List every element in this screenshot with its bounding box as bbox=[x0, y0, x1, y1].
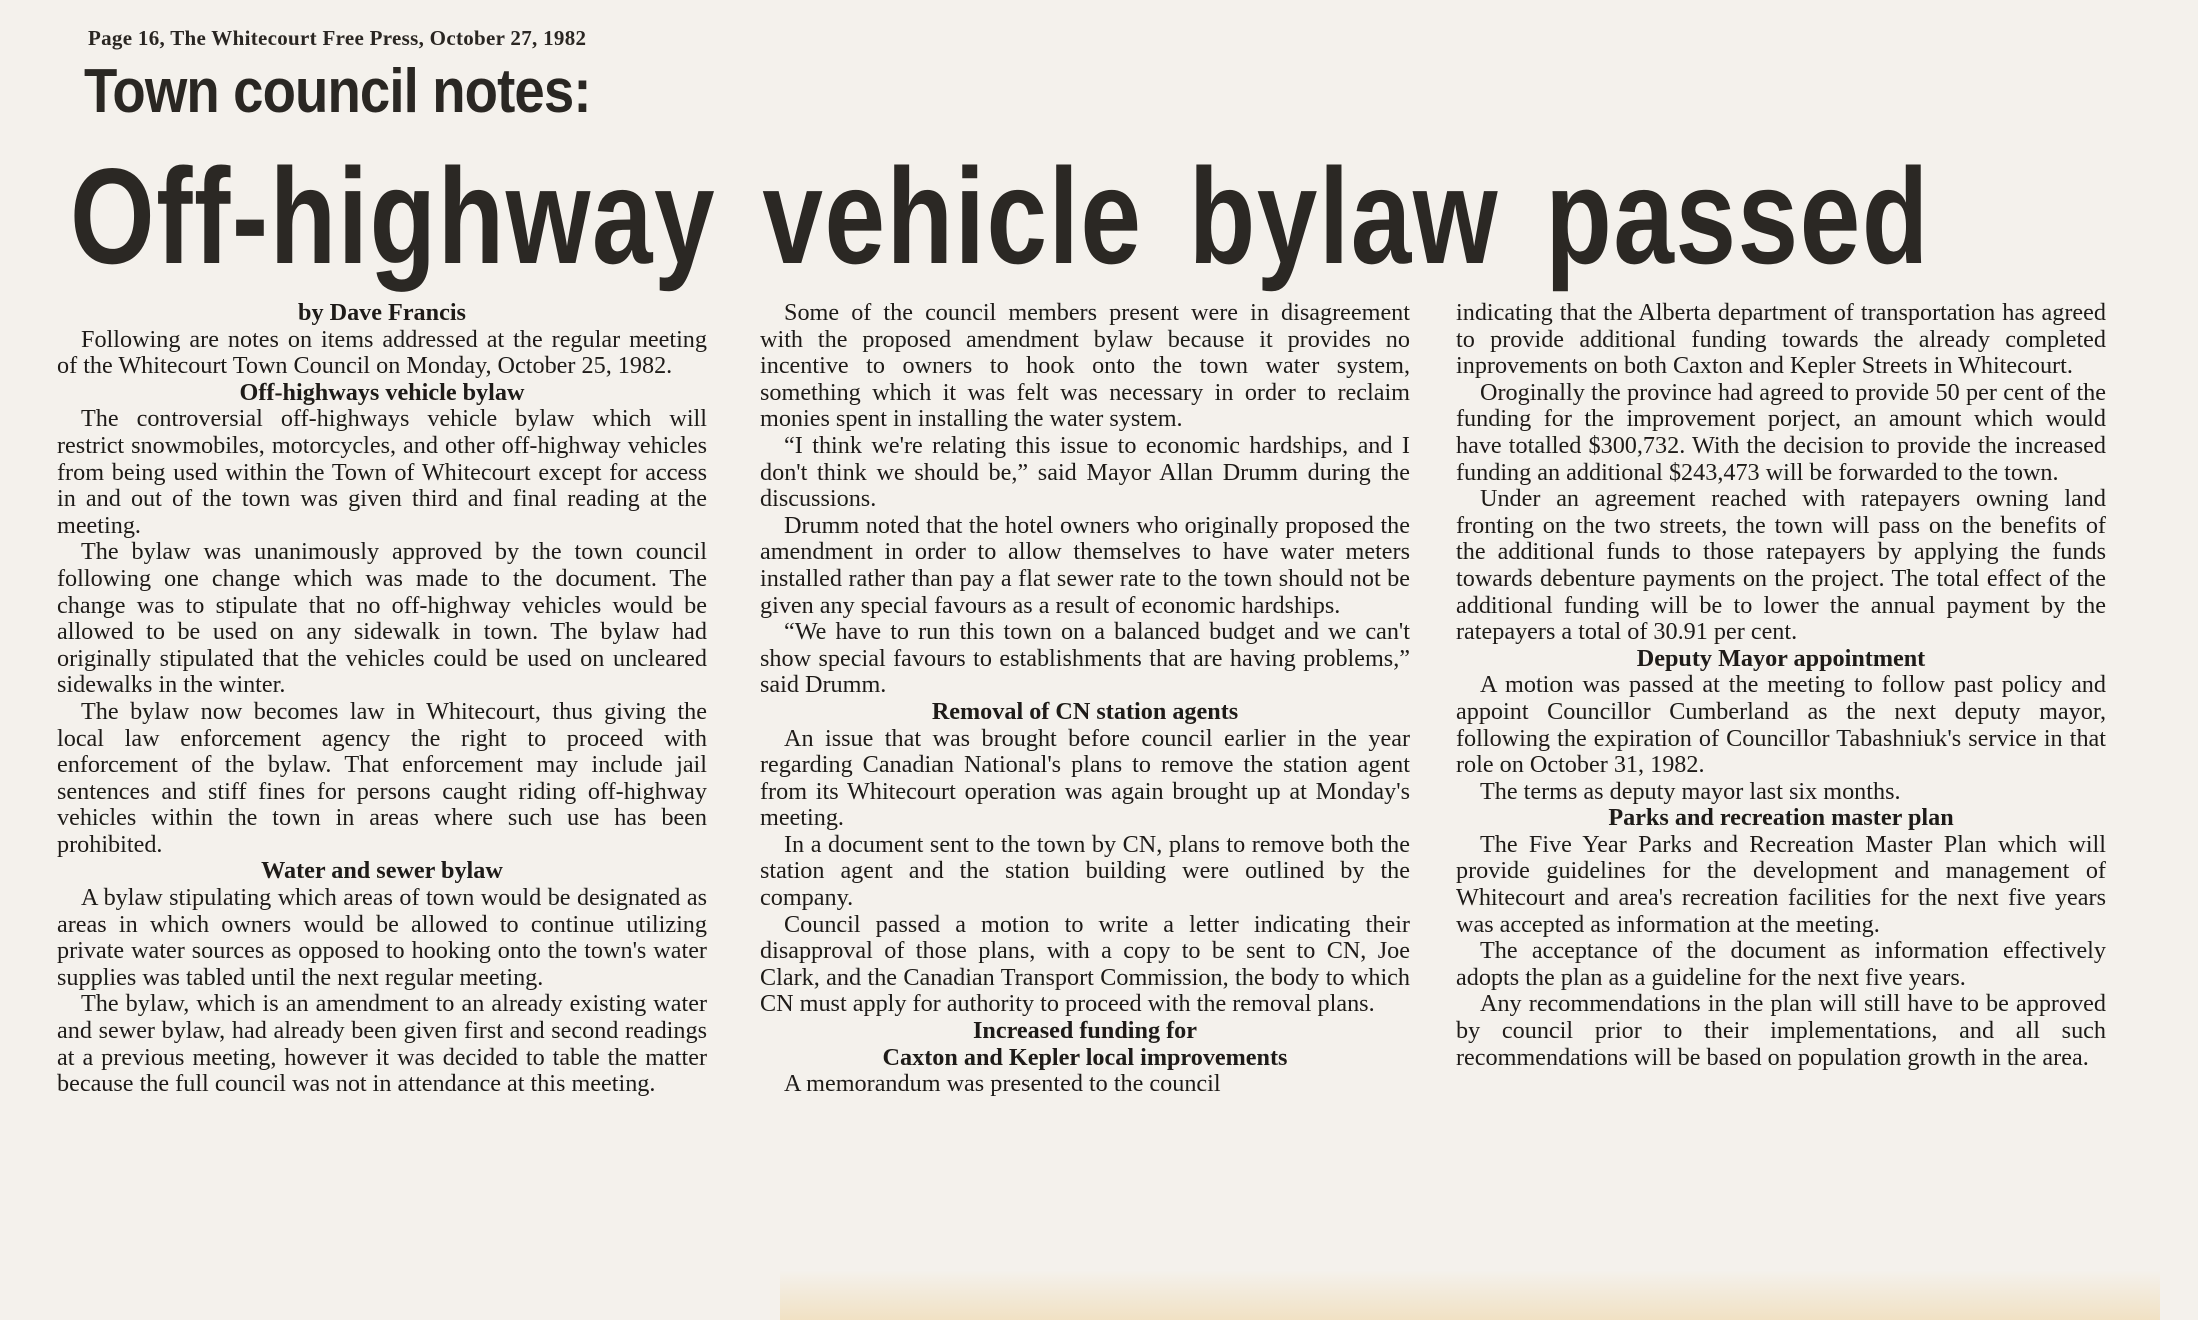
paragraph: In a document sent to the town by CN, plans to remove both the station agent and the station building were outlined by the company. bbox=[760, 830, 1410, 912]
page-folio: Page 16, The Whitecourt Free Press, October 27, 1982 bbox=[88, 26, 587, 50]
paragraph: “I think we're relating this issue to economic hardships, and I don't think we should be,” said Mayor Allan Drumm during the discussions. bbox=[760, 431, 1410, 513]
subhead: Water and sewer bylaw bbox=[261, 857, 503, 885]
paragraph: Any recommendations in the plan will still have to be approved by council prior to their implementations, and all such recommendations will be based on population growth in the area. bbox=[1456, 990, 2106, 1071]
article-column-2 bbox=[760, 300, 1410, 1098]
paragraph: The Five Year Parks and Recreation Master Plan which will provide guidelines for the development and management of Whitecourt and area's recreation facilities for the next five years was accepted as information at the meeting. bbox=[1456, 830, 2106, 938]
subhead: Parks and recreation master plan bbox=[1608, 804, 1954, 832]
paragraph: The acceptance of the document as information effectively adopts the plan as a guideline for the next five years. bbox=[1456, 937, 2106, 991]
headline: Off-highway vehicle bylaw passed bbox=[70, 140, 1930, 292]
paragraph: “We have to run this town on a balanced budget and we can't show special favours to establishments that are having problems,” said Drumm. bbox=[760, 618, 1410, 699]
paragraph: A bylaw stipulating which areas of town would be designated as areas in which owners would be allowed to continue utilizing private water sources as opposed to hooking onto the town's water supplies was tabled until the next regular meeting. bbox=[57, 884, 707, 991]
subhead: Deputy Mayor appointment bbox=[1636, 644, 1926, 672]
paragraph: The bylaw was unanimously approved by the town council following one change which was made to the document. The change was to stipulate that no off-highway vehicles would be allowed to be used on any sidewalk in town. The bylaw had originally stipulated that the vehicles could be used on uncleared sidewalks in the winter. bbox=[57, 538, 707, 699]
paragraph: Oroginally the province had agreed to provide 50 per cent of the funding for the improvement porject, an amount which would have totalled $300,732. With the decision to provide the increased funding an additional $243,473 will be forwarded to the town. bbox=[1456, 378, 2106, 486]
paragraph: A motion was passed at the meeting to follow past policy and appoint Councillor Cumberland as the next deputy mayor, following the expiration of Councillor Tabashniuk's service in that role on October 31, 1982. bbox=[1456, 671, 2106, 779]
subhead: Caxton and Kepler local improvements bbox=[882, 1043, 1288, 1071]
article-column-1 bbox=[57, 300, 707, 1098]
section-kicker: Town council notes: bbox=[84, 57, 591, 126]
paragraph: Following are notes on items addressed at the regular meeting of the Whitecourt Town Council on Monday, October 25, 1982. bbox=[57, 325, 707, 380]
paragraph: The controversial off-highways vehicle bylaw which will restrict snowmobiles, motorcycles, and other off-highway vehicles from being used within the Town of Whitecourt except for access in and out of the town was given third and final reading at the meeting. bbox=[57, 405, 707, 539]
subhead: Removal of CN station agents bbox=[931, 697, 1239, 725]
paragraph: The terms as deputy mayor last six months. bbox=[1480, 777, 1901, 805]
paragraph: The bylaw, which is an amendment to an already existing water and sewer bylaw, had already been given first and second readings at a previous meeting, however it was decided to table the matter because the full council was not in attendance at this meeting. bbox=[57, 990, 707, 1098]
paragraph: An issue that was brought before council earlier in the year regarding Canadian National's plans to remove the station agent from its Whitecourt operation was again brought up at Monday's meeting. bbox=[760, 724, 1410, 832]
paragraph: indicating that the Alberta department of transportation has agreed to provide additional funding towards the already completed inprovements on both Caxton and Kepler Streets in Whitecourt. bbox=[1456, 299, 2106, 380]
article-column-3 bbox=[1456, 300, 2106, 1071]
paper-stain bbox=[780, 1270, 2160, 1320]
subhead: Off-highways vehicle bylaw bbox=[239, 378, 525, 406]
paragraph: Some of the council members present were in disagreement with the proposed amendment bylaw because it provides no incentive to owners to hook onto the town water system, something which it was felt was necessary in order to reclaim monies spent in installing the water system. bbox=[760, 299, 1410, 433]
paragraph: A memorandum was presented to the council bbox=[784, 1070, 1221, 1098]
subhead: Increased funding for bbox=[973, 1017, 1197, 1045]
paragraph: Drumm noted that the hotel owners who originally proposed the amendment in order to allow themselves to have water meters installed rather than pay a flat sewer rate to the town should not be given any special favours as a result of economic hardships. bbox=[760, 511, 1410, 619]
byline: by Dave Francis bbox=[298, 299, 466, 326]
paragraph: Under an agreement reached with ratepayers owning land fronting on the two streets, the town will pass on the benefits of the additional funds to those ratepayers by applying the funds towards debenture payments on the project. The total effect of the additional funding will be to lower the annual payment by the ratepayers a total of 30.91 per cent. bbox=[1456, 485, 2106, 646]
paragraph: Council passed a motion to write a letter indicating their disapproval of those plans, with a copy to be sent to CN, Joe Clark, and the Canadian Transport Commission, the body to which CN must apply for authority to proceed with the removal plans. bbox=[760, 910, 1410, 1018]
paragraph: The bylaw now becomes law in Whitecourt, thus giving the local law enforcement agency the right to proceed with enforcement of the bylaw. That enforcement may include jail sentences and stiff fines for persons caught riding off-highway vehicles within the town in areas where such use has been prohibited. bbox=[57, 697, 707, 858]
